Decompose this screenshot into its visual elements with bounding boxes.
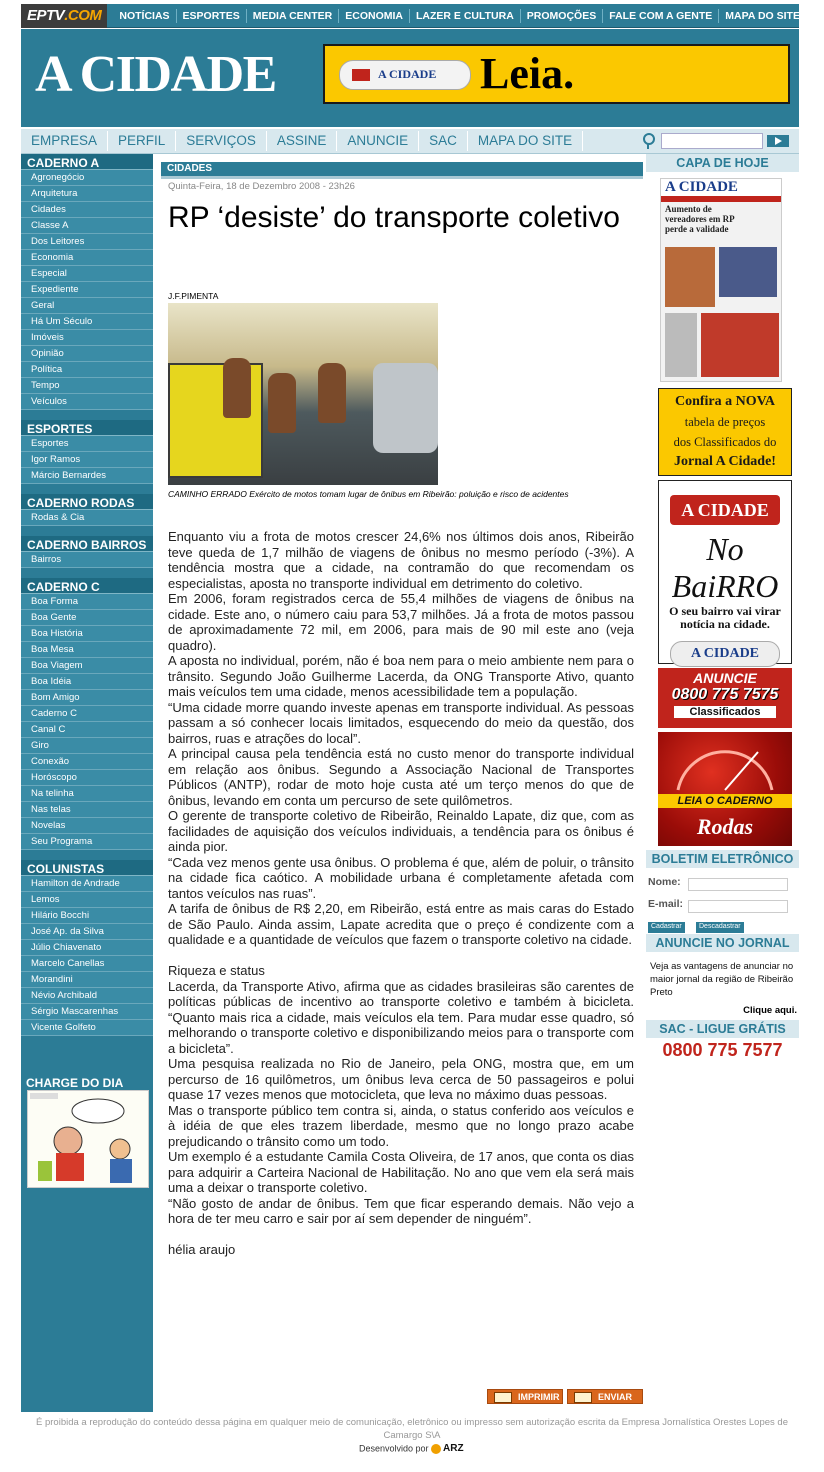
search-area [641, 133, 789, 149]
top-nav-item[interactable]: FALE COM A GENTE [602, 9, 718, 23]
front-page-thumbnail[interactable] [660, 178, 782, 382]
sidebar-item[interactable]: Igor Ramos [21, 452, 153, 468]
site-logo[interactable]: A CIDADE [35, 46, 276, 103]
leia-banner[interactable] [323, 44, 790, 104]
sidebar-item[interactable]: Boa Gente [21, 610, 153, 626]
email-input[interactable] [688, 900, 788, 913]
sidebar-item[interactable]: Boa História [21, 626, 153, 642]
charge-title: CHARGE DO DIA [26, 1076, 124, 1090]
article-paragraph: A principal causa pela tendência está no custo menor do transporte individual em relação aos ônibus. Segundo a Associação Nacional de Transportes Públicos (ANTP), rodar de moto hoje custa até um terço menos do que de ônibus, levando em conta um percurso de sete quilômetros. [168, 746, 634, 808]
capa-column [665, 313, 697, 377]
article-body [168, 529, 634, 1258]
capa-photo [701, 313, 779, 377]
sidebar-item[interactable]: Bom Amigo [21, 690, 153, 706]
capa-photo [719, 247, 777, 297]
sidebar-item[interactable]: Conexão [21, 754, 153, 770]
sidebar-section-title: CADERNO C [21, 578, 153, 594]
ad-line: tabela de preços [684, 415, 766, 429]
sac-title: SAC - LIGUE GRÁTIS [646, 1020, 799, 1038]
article-title: RP ‘desiste’ do transporte coletivo [168, 201, 620, 234]
sidebar-item[interactable]: Política [21, 362, 153, 378]
sidebar-item[interactable]: Boa Idéia [21, 674, 153, 690]
sidebar-sections [21, 154, 153, 1036]
article-paragraph: “Não gosto de andar de ônibus. Tem que ficar esperando demais. Não vejo a hora de ter meu carro e sair por aí sem depender de ninguém”. [168, 1195, 634, 1226]
main-nav-item[interactable]: EMPRESA [21, 131, 108, 151]
sidebar-item[interactable]: Seu Programa [21, 834, 153, 850]
section-gap [21, 410, 153, 420]
no-bairro-ad[interactable] [658, 480, 792, 664]
article-paragraph: Riqueza e status [168, 963, 265, 978]
sidebar-item[interactable]: Agronegócio [21, 170, 153, 186]
main-nav-item[interactable]: ANUNCIE [337, 131, 419, 151]
sidebar-section-title: CADERNO RODAS [21, 494, 153, 510]
search-input[interactable] [661, 133, 763, 149]
anuncie-sub: Classificados [674, 706, 776, 718]
article-date: Quinta-Feira, 18 de Dezembro 2008 - 23h26 [168, 181, 355, 192]
print-button[interactable]: IMPRIMIR [487, 1389, 563, 1404]
sidebar-item[interactable]: Arquitetura [21, 186, 153, 202]
sidebar-item[interactable]: Classe A [21, 218, 153, 234]
footer-legal: É proibida a reprodução do conteúdo dessa página em qualquer meio de comunicação, eletrônico ou impresso sem autorização escrita da Empresa Jornalística Orestes Lopes de Camargo S\A [36, 1417, 788, 1441]
capa-logo: A CIDADE [661, 179, 781, 196]
sac-phone: 0800 775 7577 [662, 1040, 783, 1060]
left-sidebar [21, 154, 153, 1412]
section-gap [21, 526, 153, 536]
sidebar-section-title: CADERNO BAIRROS [21, 536, 153, 552]
sidebar-item[interactable]: Nas telas [21, 802, 153, 818]
article-area [153, 154, 646, 1412]
sidebar-item[interactable]: Marcelo Canellas [21, 956, 153, 972]
article-paragraph: Em 2006, foram registrados cerca de 55,4 milhões de viagens de ônibus na cidade. Este ano, o número caiu para 53,7 milhões. Já a frota de motos passou de aproximadamente 72 mil, em 2006, para mais de 90 mil este ano (veja quadro). [168, 591, 634, 653]
top-nav-item[interactable]: MEDIA CENTER [246, 9, 339, 23]
sidebar-item[interactable]: Há Um Século [21, 314, 153, 330]
sidebar-item[interactable]: Especial [21, 266, 153, 282]
name-label: Nome: [648, 876, 681, 888]
descadastrar-button[interactable]: Descadastrar [696, 922, 744, 933]
top-nav-item[interactable]: PROMOÇÕES [520, 9, 602, 23]
capa-title: CAPA DE HOJE [646, 154, 799, 172]
dev-label: Desenvolvido por [358, 1443, 429, 1454]
rodas-leia: LEIA O CADERNO [658, 794, 792, 808]
article-paragraph: Enquanto viu a frota de motos crescer 24,6% nos últimos dois anos, Ribeirão teve queda de 1,7 milhão de viagens de ônibus no mesmo período (-3%). A tendência mostra que a cidade, na contramão do que recomendam os especialistas, aposta no transporte individual em detrimento do coletivo. [168, 529, 634, 591]
article-paragraph [168, 1227, 634, 1243]
arz-text: ARZ [443, 1443, 464, 1454]
sidebar-item[interactable]: Novelas [21, 818, 153, 834]
rodas-ad[interactable] [658, 732, 792, 846]
article-paragraph: Lacerda, da Transporte Ativo, afirma que as cidades brasileiras são carentes de políticas públicas de incentivo ao transporte coletivo e também à bicicleta. “Quanto mais rica a cidade, mais veículos ela tem. Para mudar esse quadro, só melhorando o transporte coletivo e disponibilizando meios para o transporte com a bicicleta”. [168, 978, 634, 1056]
car-shape [373, 363, 438, 453]
footer-dev [0, 1442, 824, 1456]
section-gap [21, 484, 153, 494]
article-paragraph [168, 948, 634, 964]
sidebar-item[interactable]: Boa Forma [21, 594, 153, 610]
sidebar-item[interactable]: Júlio Chiavenato [21, 940, 153, 956]
speedometer-icon [658, 732, 792, 792]
article-paragraph: hélia araujo [168, 1242, 236, 1257]
article-paragraph: “Cada vez menos gente usa ônibus. O problema é que, além de poluir, o trânsito na cidade fica caótico. A mobilidade urbana é completamente afetada com tantos veículos nas ruas”. [168, 854, 634, 901]
sidebar-item[interactable]: Boa Mesa [21, 642, 153, 658]
name-input[interactable] [688, 878, 788, 891]
sidebar-item[interactable]: Morandini [21, 972, 153, 988]
sidebar-section-title: COLUNISTAS [21, 860, 153, 876]
charge-cartoon[interactable] [27, 1090, 149, 1188]
right-sidebar [646, 154, 799, 1412]
sidebar-item[interactable]: Névio Archibald [21, 988, 153, 1004]
bairro-logo: A CIDADE [670, 495, 780, 525]
newspaper-roll-icon: A CIDADE [670, 641, 780, 667]
sidebar-section-title: CADERNO A [21, 154, 153, 170]
photo-caption: CAMINHO ERRADO Exército de motos tomam lugar de ônibus em Ribeirão: poluição e risco de acidentes [168, 489, 569, 499]
sidebar-item[interactable]: Bairros [21, 552, 153, 568]
banner-text: Leia. [480, 49, 575, 98]
bairro-sub: O seu bairro vai virar notícia na cidade. [669, 604, 781, 631]
rodas-name: Rodas [696, 814, 754, 839]
bairro-script: No BaiRRO [671, 531, 779, 604]
article-paragraph: O gerente de transporte coletivo de Ribeirão, Reinaldo Lapate, diz que, com as facilidades de aquisição dos veículos individuais, a tendência para os ônibus é ainda pior. [168, 808, 634, 854]
header [21, 29, 799, 127]
cadastrar-button[interactable]: Cadastrar [648, 922, 685, 933]
sidebar-item[interactable]: Rodas & Cia [21, 510, 153, 526]
section-gap [21, 850, 153, 860]
top-nav [113, 9, 806, 23]
article-paragraph: “Uma cidade morre quando investe apenas em transporte individual. As pessoas passam a só conhecer locais limitados, esquecendo do meio da questão, dos bairros, ruas e atrações do local”. [168, 699, 634, 746]
rider-shape [318, 363, 346, 423]
sidebar-item[interactable]: Geral [21, 298, 153, 314]
anuncie-title: ANUNCIE [693, 670, 757, 686]
anuncie-phone: 0800 775 7575 [671, 686, 779, 703]
sidebar-item[interactable]: Boa Viagem [21, 658, 153, 674]
capa-photo [665, 247, 715, 307]
eptv-logo[interactable]: EPTV.COM [21, 4, 107, 28]
sidebar-item[interactable]: Economia [21, 250, 153, 266]
top-nav-item[interactable]: MAPA DO SITE [718, 9, 806, 23]
article-paragraph: A aposta no individual, porém, não é boa nem para o meio ambiente nem para o trânsito. Segundo João Guilherme Lacerda, da ONG Transporte Ativo, quanto mais veículos tem uma cidade, menos acessibilidade tem a população. [168, 653, 634, 699]
sidebar-item[interactable]: Cidades [21, 202, 153, 218]
article-paragraph: Um exemplo é a estudante Camila Costa Oliveira, de 17 anos, que conta os dias para adquirir a Carteira Nacional de Habilitação. No ano que vem ela será mais uma a deixar o transporte coletivo. [168, 1149, 634, 1195]
email-label: E-mail: [648, 898, 684, 910]
sidebar-item[interactable]: Canal C [21, 722, 153, 738]
cartoon-image [28, 1091, 148, 1187]
sidebar-item[interactable]: José Ap. da Silva [21, 924, 153, 940]
anuncie-jornal-title: ANUNCIE NO JORNAL [646, 934, 799, 952]
main-nav-item[interactable]: MAPA DO SITE [468, 131, 583, 151]
sidebar-item[interactable]: Giro [21, 738, 153, 754]
classificados-ad[interactable] [658, 388, 792, 476]
sidebar-item[interactable]: Na telinha [21, 786, 153, 802]
article-photo [168, 303, 438, 485]
sidebar-item[interactable]: Sérgio Mascarenhas [21, 1004, 153, 1020]
sidebar-item[interactable]: Márcio Bernardes [21, 468, 153, 484]
main-nav-items [21, 131, 583, 151]
sidebar-item[interactable]: Dos Leitores [21, 234, 153, 250]
sidebar-item[interactable]: Caderno C [21, 706, 153, 722]
top-nav-item[interactable]: LAZER E CULTURA [409, 9, 520, 23]
sidebar-item[interactable]: Hamilton de Andrade [21, 876, 153, 892]
main-nav-item[interactable]: SERVIÇOS [176, 131, 267, 151]
article-paragraph: Uma pesquisa realizada no Rio de Janeiro, pela ONG, mostra que, em um percurso de 16 quilômetros, um ônibus leva cerca de 50 passageiros e polui quase 17 vezes menos que motocicleta, que leva no máximo duas pessoas. [168, 1056, 634, 1102]
ad-line: dos Classificados do [673, 435, 777, 449]
rider-shape [268, 373, 296, 433]
sidebar-section-title: ESPORTES [21, 420, 153, 436]
category-divider [161, 176, 643, 179]
ad-line: Jornal A Cidade! [674, 454, 776, 469]
top-nav-item[interactable]: ECONOMIA [338, 9, 409, 23]
sidebar-item[interactable]: Opinião [21, 346, 153, 362]
top-bar [21, 4, 799, 28]
main-nav-item[interactable]: ASSINE [267, 131, 338, 151]
main-nav-item[interactable]: SAC [419, 131, 468, 151]
capa-headline: Aumento de vereadores em RP perde a validade [665, 204, 735, 234]
sidebar-item[interactable]: Hilário Bocchi [21, 908, 153, 924]
sidebar-item[interactable]: Horóscopo [21, 770, 153, 786]
anuncie-jornal-text: Veja as vantagens de anunciar no maior jornal da região de Ribeirão Preto [650, 961, 794, 998]
main-nav-item[interactable]: PERFIL [108, 131, 176, 151]
sidebar-item[interactable]: Veículos [21, 394, 153, 410]
ad-line: Confira a NOVA [674, 394, 776, 409]
clique-link[interactable]: Clique aqui. [743, 1005, 797, 1016]
arz-logo[interactable] [431, 1442, 465, 1456]
top-nav-item[interactable]: ESPORTES [176, 9, 246, 23]
search-go-button[interactable] [767, 135, 789, 147]
footer [0, 1416, 824, 1456]
sidebar-item[interactable]: Expediente [21, 282, 153, 298]
article-paragraph: Mas o transporte público tem contra si, ainda, o status conferido aos veículos e à idéia de que eles trazem liberdade, mesmo que no longo prazo acabe prejudicando o trânsito como um todo. [168, 1102, 634, 1149]
anuncie-ad[interactable] [658, 668, 792, 728]
article-paragraph: A tarifa de ônibus de R$ 2,20, em Ribeirão, está entre as mais caras do Estado de São Paulo. Ainda assim, Lapate acredita que o preço é condizente com a qualidade e a quantidade de veículos que fazem o transporte coletivo na cidade. [168, 901, 634, 947]
sidebar-item[interactable]: Imóveis [21, 330, 153, 346]
section-gap [21, 568, 153, 578]
sidebar-item[interactable]: Vicente Golfeto [21, 1020, 153, 1036]
rider-shape [223, 358, 251, 418]
search-icon [641, 133, 655, 149]
sidebar-item[interactable]: Esportes [21, 436, 153, 452]
send-button[interactable]: ENVIAR [567, 1389, 643, 1404]
category-bar[interactable]: CIDADES [161, 162, 643, 176]
main-nav [21, 128, 799, 154]
newspaper-roll-icon: A CIDADE [339, 60, 471, 90]
sidebar-item[interactable]: Tempo [21, 378, 153, 394]
sidebar-item[interactable]: Lemos [21, 892, 153, 908]
boletim-title: BOLETIM ELETRÔNICO [646, 850, 799, 868]
photo-credit: J.F.PIMENTA [168, 291, 219, 301]
top-nav-item[interactable]: NOTÍCIAS [119, 9, 170, 22]
